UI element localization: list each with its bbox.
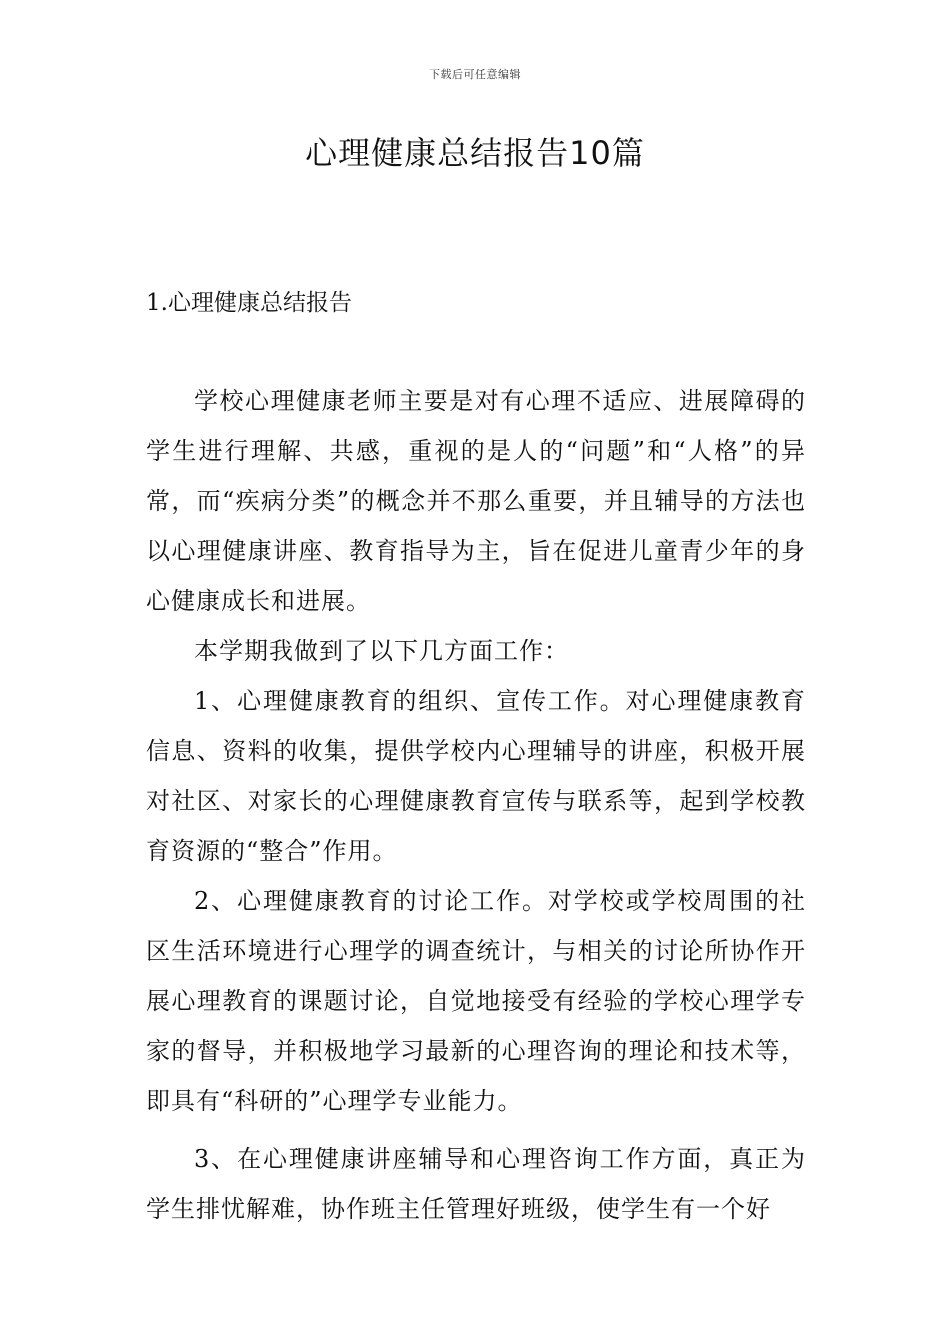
paragraph-item-3: 3、在心理健康讲座辅导和心理咨询工作方面，真正为学生排忧解难，协作班主任管理好班级，使学生有一个好 [146,1145,806,1223]
paragraph-item-1: 1、心理健康教育的组织、宣传工作。对心理健康教育信息、资料的收集，提供学校内心理辅导的讲座，积极开展对社区、对家长的心理健康教育宣传与联系等，起到学校教育资源的“整合”作用。 [146,687,806,865]
document-title: 心理健康总结报告10篇 [305,134,645,172]
paragraph-item-2: 2、心理健康教育的讨论工作。对学校或学校周围的社区生活环境进行心理学的调查统计，与相关的讨论所协作开展心理教育的课题讨论，自觉地接受有经验的学校心理学专家的督导，并积极地学习最新的心理咨询的理论和技术等，即具有“科研的”心理学专业能力。 [146,887,806,1115]
body-text [146,376,806,1234]
paragraph-intro: 学校心理健康老师主要是对有心理不适应、进展障碍的学生进行理解、共感，重视的是人的“问题”和“人格”的异常，而“疾病分类”的概念并不那么重要，并且辅导的方法也以心理健康讲座、教育指导为主，旨在促进儿童青少年的身心健康成长和进展。 [146,387,806,615]
paragraph-work-list-lead: 本学期我做到了以下几方面工作： [194,637,569,665]
header-note: 下载后可任意编辑 [429,68,521,81]
section-heading: 1.心理健康总结报告 [146,290,352,316]
